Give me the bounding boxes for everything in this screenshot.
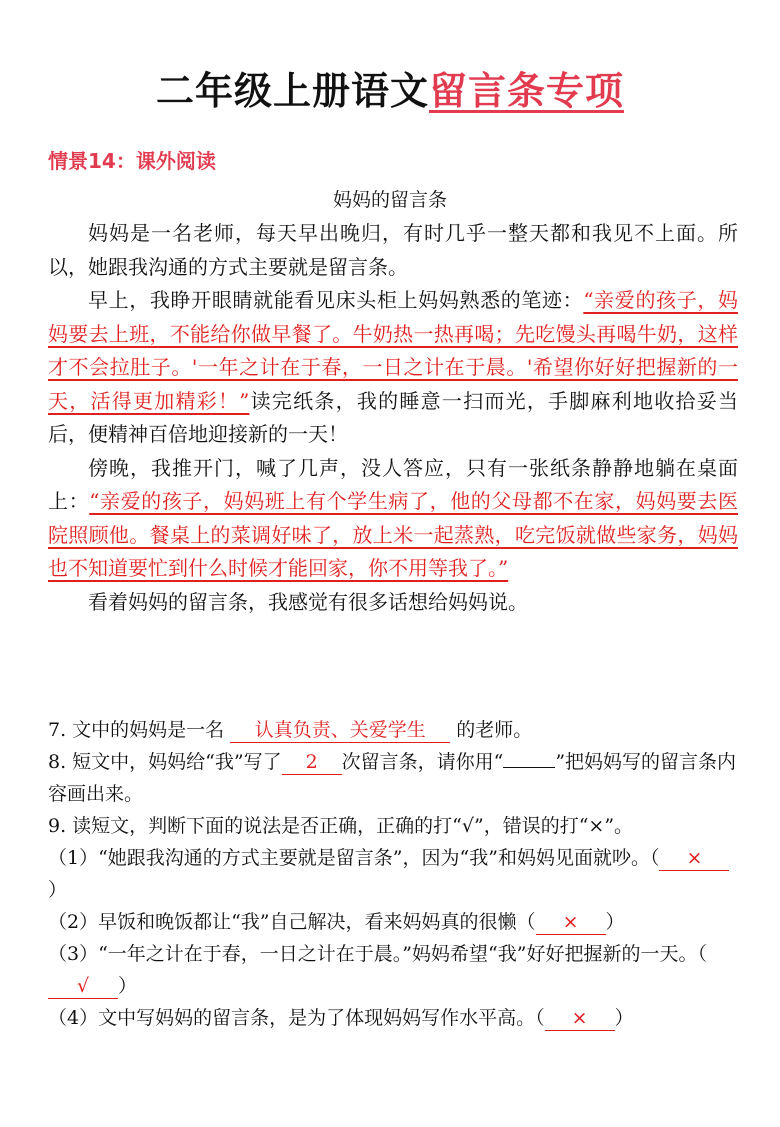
judge-item-2-text: （2）早饭和晚饭都让“我”自己解决，看来妈妈真的很懒（ bbox=[48, 911, 536, 933]
q7-text-end: 的老师。 bbox=[456, 719, 533, 741]
question-7 bbox=[48, 714, 738, 746]
section-heading: 情景14：课外阅读 bbox=[48, 149, 216, 173]
paragraph-3-intro: 傍晚，我推开门，喊了几声，没人答应，只有一张纸条静静地躺在桌面上： bbox=[48, 455, 738, 513]
paragraph-2-intro: 早上，我睁开眼睛就能看见床头柜上妈妈熟悉的笔迹： bbox=[88, 288, 584, 312]
questions bbox=[48, 714, 738, 1034]
q8-text: 8. 短文中，妈妈给“我”写了 bbox=[48, 751, 282, 773]
judge-item-3-text: （3）“一年之计在于春，一日之计在于晨。”妈妈希望“我”好好把握新的一天。（ bbox=[48, 943, 707, 965]
q8-text-end: ”把妈妈写的留言条内容画出来。 bbox=[48, 751, 737, 805]
paragraph-2 bbox=[48, 284, 738, 452]
passage-body bbox=[48, 217, 738, 619]
paragraph-1: 妈妈是一名老师，每天早出晚归，有时几乎一整天都和我见不上面。所以，她跟我沟通的方式主要就是留言条。 bbox=[48, 221, 738, 279]
judge-item-4 bbox=[48, 1002, 738, 1034]
title-red: 留言条专项 bbox=[429, 69, 625, 113]
q7-text: 7. 文中的妈妈是一名 bbox=[48, 719, 225, 741]
title-black: 二年级上册语文 bbox=[155, 69, 429, 113]
q8-text-middle: 次留言条，请你用“ bbox=[341, 751, 504, 773]
judge-item-3 bbox=[48, 938, 738, 1002]
judge-answer-2[interactable]: × bbox=[536, 910, 606, 935]
judge-close-3: ） bbox=[118, 975, 138, 997]
paragraph-2-end: 读完纸条，我的睡意一扫而光，手脚麻利地收拾妥当后，便精神百倍地迎接新的一天！ bbox=[48, 388, 739, 446]
paragraph-4: 看着妈妈的留言条，我感觉有很多话想给妈妈说。 bbox=[88, 589, 528, 614]
paragraph-3 bbox=[48, 452, 738, 586]
judge-item-2 bbox=[48, 906, 738, 938]
judge-answer-1[interactable]: × bbox=[659, 846, 729, 871]
judge-item-1 bbox=[48, 842, 738, 906]
judge-close-2: ） bbox=[605, 911, 625, 933]
q7-answer-blank[interactable]: 认真负责、关爱学生 bbox=[230, 718, 450, 743]
passage-title: 妈妈的留言条 bbox=[332, 189, 447, 211]
evening-note: “亲爱的孩子，妈妈班上有个学生病了，他的父母都不在家，妈妈要去医院照顾他。餐桌上的菜调好味了，放上米一起蒸熟，吃完饭就做些家务，妈妈也不知道要忙到什么时候才能回家，你不用等我了。” bbox=[48, 489, 738, 580]
page-title bbox=[0, 60, 780, 115]
judge-answer-3[interactable]: √ bbox=[48, 974, 118, 999]
underline-sample bbox=[503, 747, 555, 768]
question-9: 9. 读短文，判断下面的说法是否正确，正确的打“√”，错误的打“×”。 bbox=[48, 815, 634, 837]
judge-item-1-text: （1）“她跟我沟通的方式主要就是留言条”，因为“我”和妈妈见面就吵。（ bbox=[48, 847, 660, 869]
morning-note: “亲爱的孩子，妈妈要去上班，不能给你做早餐了。牛奶热一热再喝；先吃馒头再喝牛奶，这样才不会拉肚子。'一年之计在于春，一日之计在于晨。'希望你好好把握新的一天，活得更加精彩！” bbox=[48, 288, 739, 413]
question-8 bbox=[48, 746, 738, 810]
judge-answer-4[interactable]: × bbox=[545, 1006, 615, 1031]
judge-item-4-text: （4）文中写妈妈的留言条，是为了体现妈妈写作水平高。（ bbox=[48, 1007, 545, 1029]
q8-answer-blank[interactable]: 2 bbox=[282, 750, 342, 775]
judge-close-4: ） bbox=[614, 1007, 634, 1029]
judge-close-1: ） bbox=[48, 879, 68, 901]
